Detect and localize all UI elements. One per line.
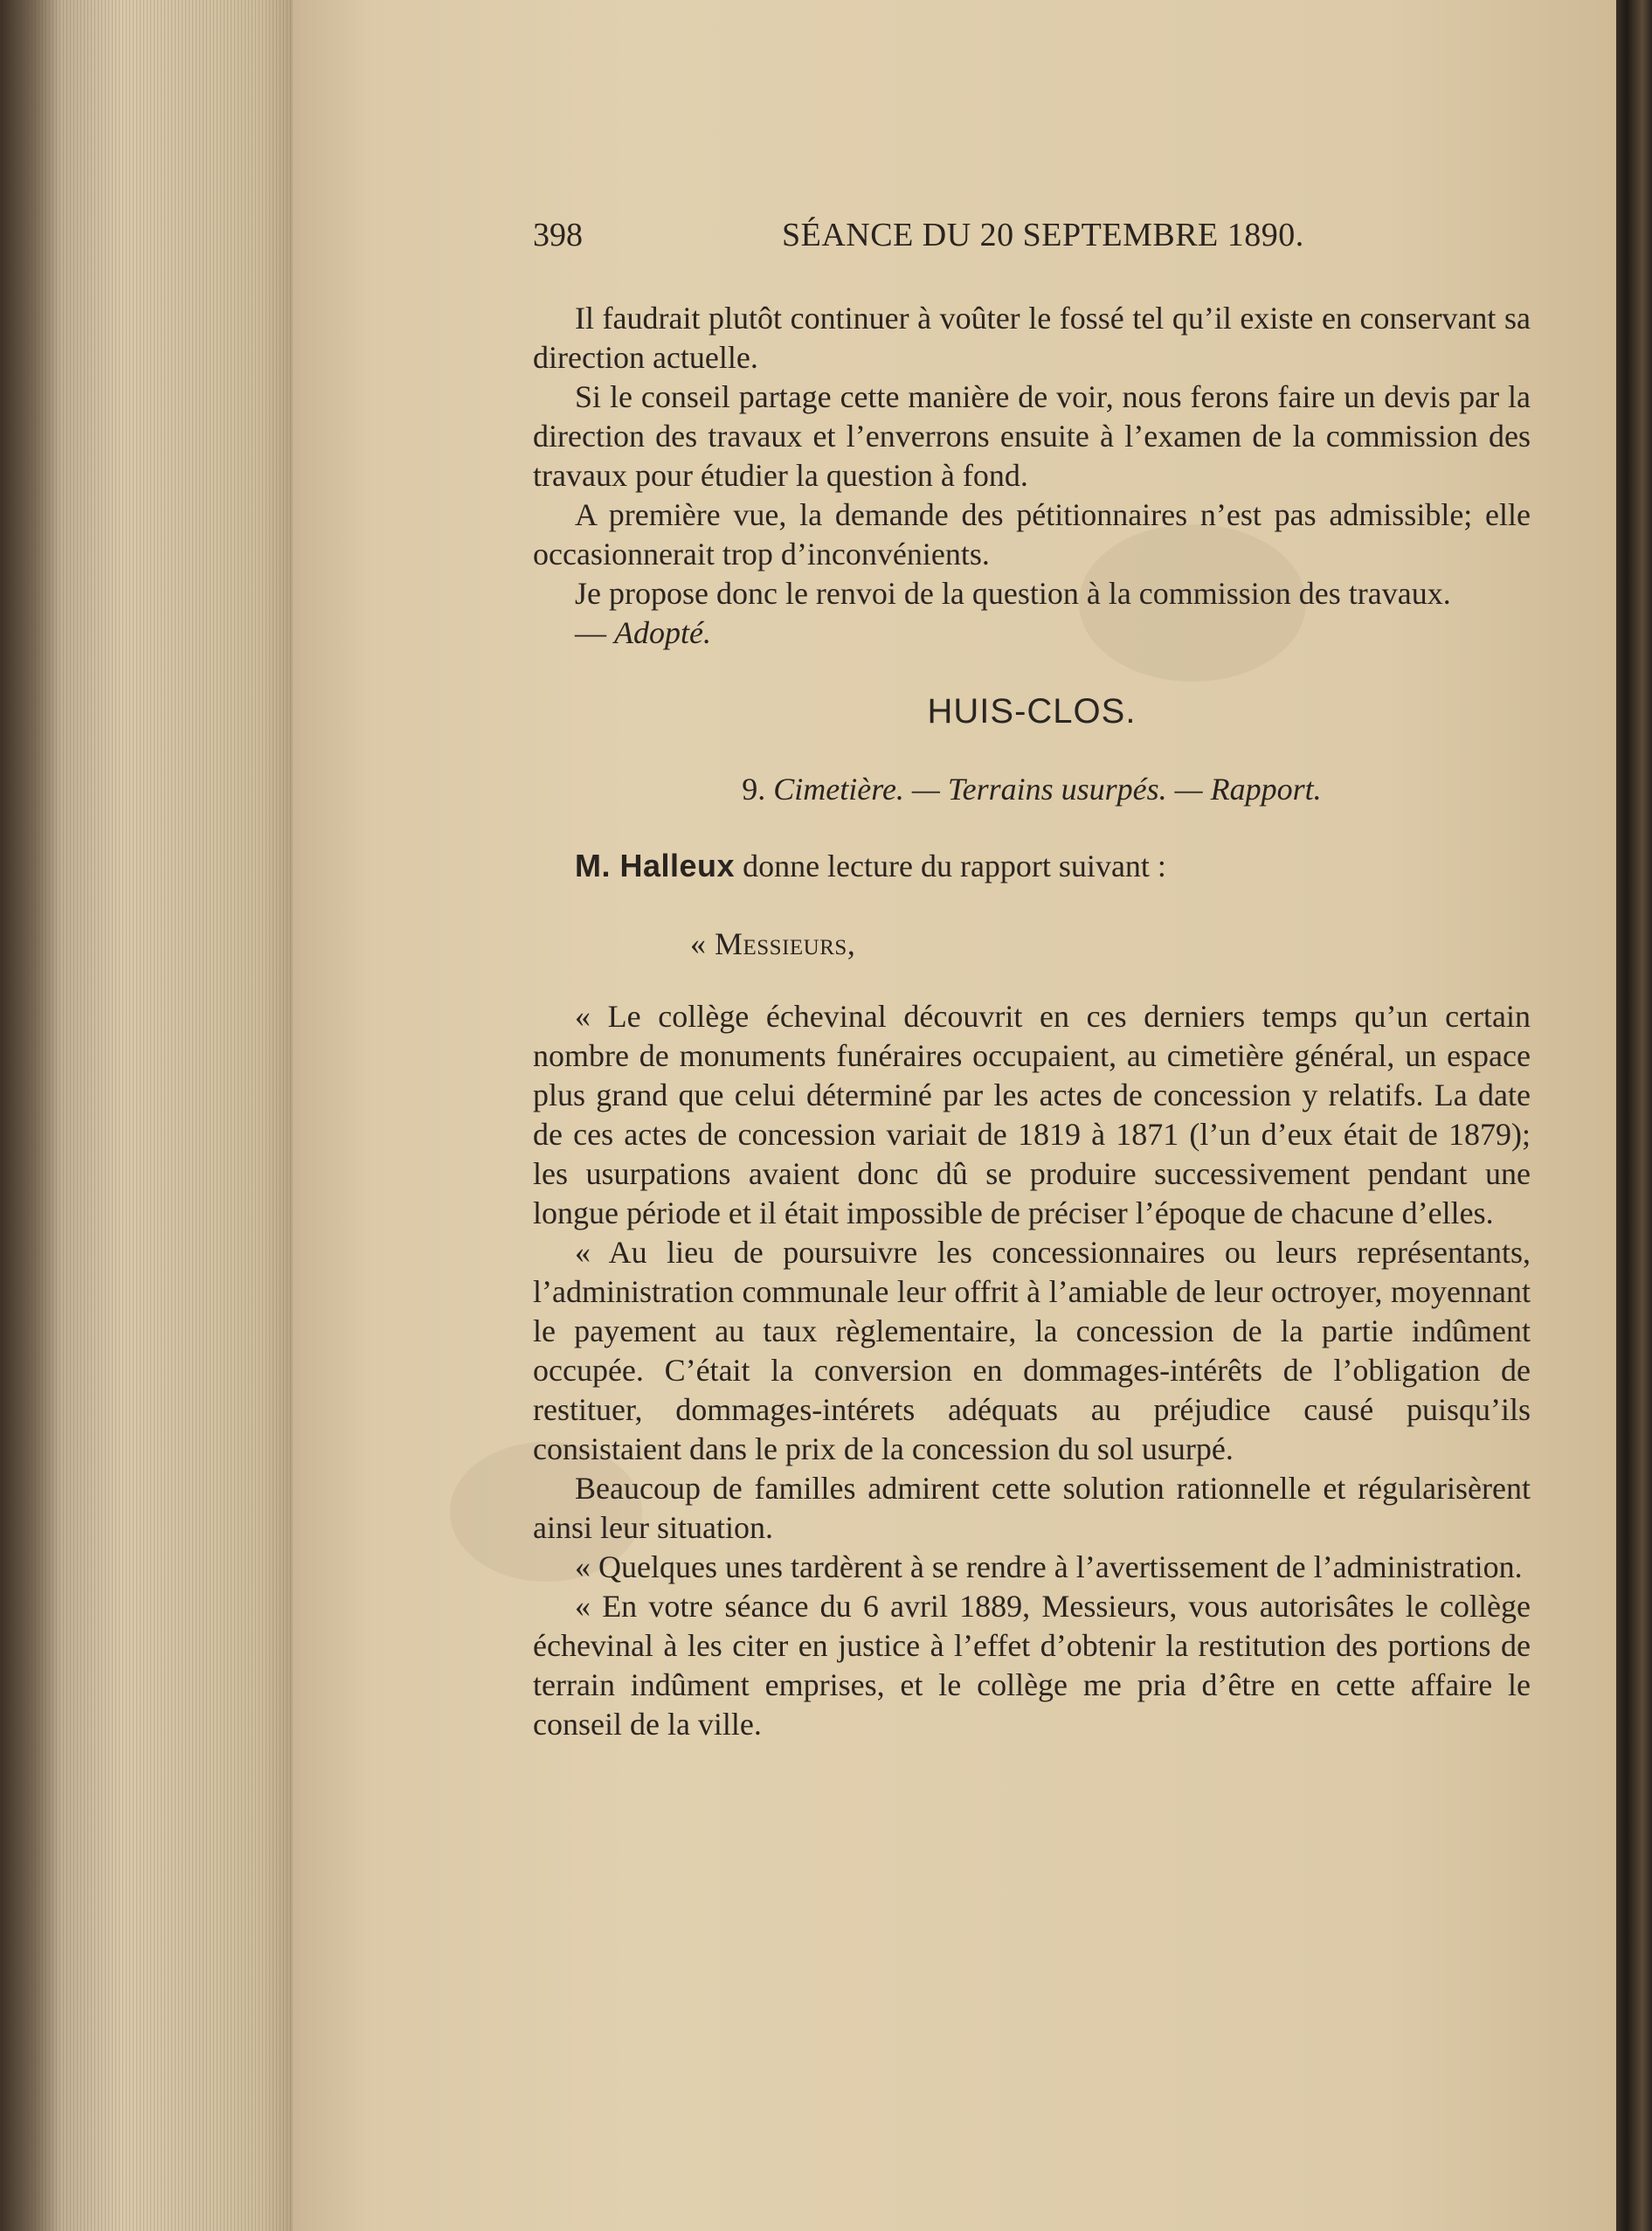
- agenda-item: [533, 770, 1531, 809]
- paragraph: Si le conseil partage cette manière de voir, nous ferons faire un devis par la direction des travaux et l’enverrons ensuite à l’examen de la commission des travaux pour étudier la question à fond.: [533, 379, 1531, 493]
- adopted-line: [533, 613, 1531, 653]
- speaker-line-text: donne lecture du rapport suivant :: [735, 849, 1166, 883]
- page-text-block: [533, 213, 1531, 1744]
- running-title: SÉANCE DU 20 SEPTEMBRE 1890.: [782, 217, 1304, 253]
- agenda-item-number: 9.: [742, 772, 766, 807]
- salutation: « Messieurs,: [690, 926, 856, 961]
- agenda-item-title: Cimetière. — Terrains usurpés. — Rapport.: [773, 772, 1322, 807]
- adopted-dash: —: [575, 615, 614, 650]
- paragraph: Il faudrait plutôt continuer à voûter le fossé tel qu’il existe en conservant sa direction actuelle.: [533, 301, 1531, 375]
- book-gutter: [1616, 0, 1652, 2231]
- section-heading: HUIS-CLOS.: [927, 692, 1137, 731]
- speaker-line: [533, 846, 1531, 886]
- running-head: [533, 213, 1531, 257]
- report-paragraph: « Au lieu de poursuivre les concessionnaires ou leurs représentants, l’administration communale leur offrit à l’amiable de leur octroyer, moyennant le payement au taux règlementaire, la concession de la partie indûment occupée. C’était la conversion en dommages-intérêts de l’obligation de restituer, dommages-intérets adéquats au préjudice causé puisqu’ils consistaient dans le prix de la concession du sol usurpé.: [533, 1235, 1531, 1466]
- report-paragraph: « Quelques unes tardèrent à se rendre à l’avertissement de l’administration.: [575, 1549, 1523, 1584]
- report-paragraph: Beaucoup de familles admirent cette solution rationnelle et régularisèrent ainsi leur situation.: [533, 1471, 1531, 1545]
- report-paragraph: « Le collège échevinal découvrit en ces derniers temps qu’un certain nombre de monuments funéraires occupaient, au cimetière général, un espace plus grand que celui déterminé par les actes de concession y relatifs. La date de ces actes de concession variait de 1819 à 1871 (l’un d’eux était de 1879); les usurpations avaient donc dû se produire successivement pendant une longue période et il était impossible de préciser l’époque de chacune d’elles.: [533, 999, 1531, 1230]
- adopted-word: Adopté.: [614, 615, 711, 650]
- page-number: 398: [533, 217, 583, 253]
- book-fore-edge: [0, 0, 293, 2231]
- report-paragraph: « En votre séance du 6 avril 1889, Messieurs, vous autorisâtes le collège échevinal à les citer en justice à l’effet d’obtenir la restitution des portions de terrain indûment emprises, et le collège me pria d’être en cette affaire le conseil de la ville.: [533, 1589, 1531, 1742]
- paragraph: Je propose donc le renvoi de la question à la commission des travaux.: [575, 576, 1451, 611]
- paragraph: A première vue, la demande des pétitionnaires n’est pas admissible; elle occasionnerait trop d’inconvénients.: [533, 497, 1531, 572]
- speaker-name: M. Halleux: [575, 848, 736, 883]
